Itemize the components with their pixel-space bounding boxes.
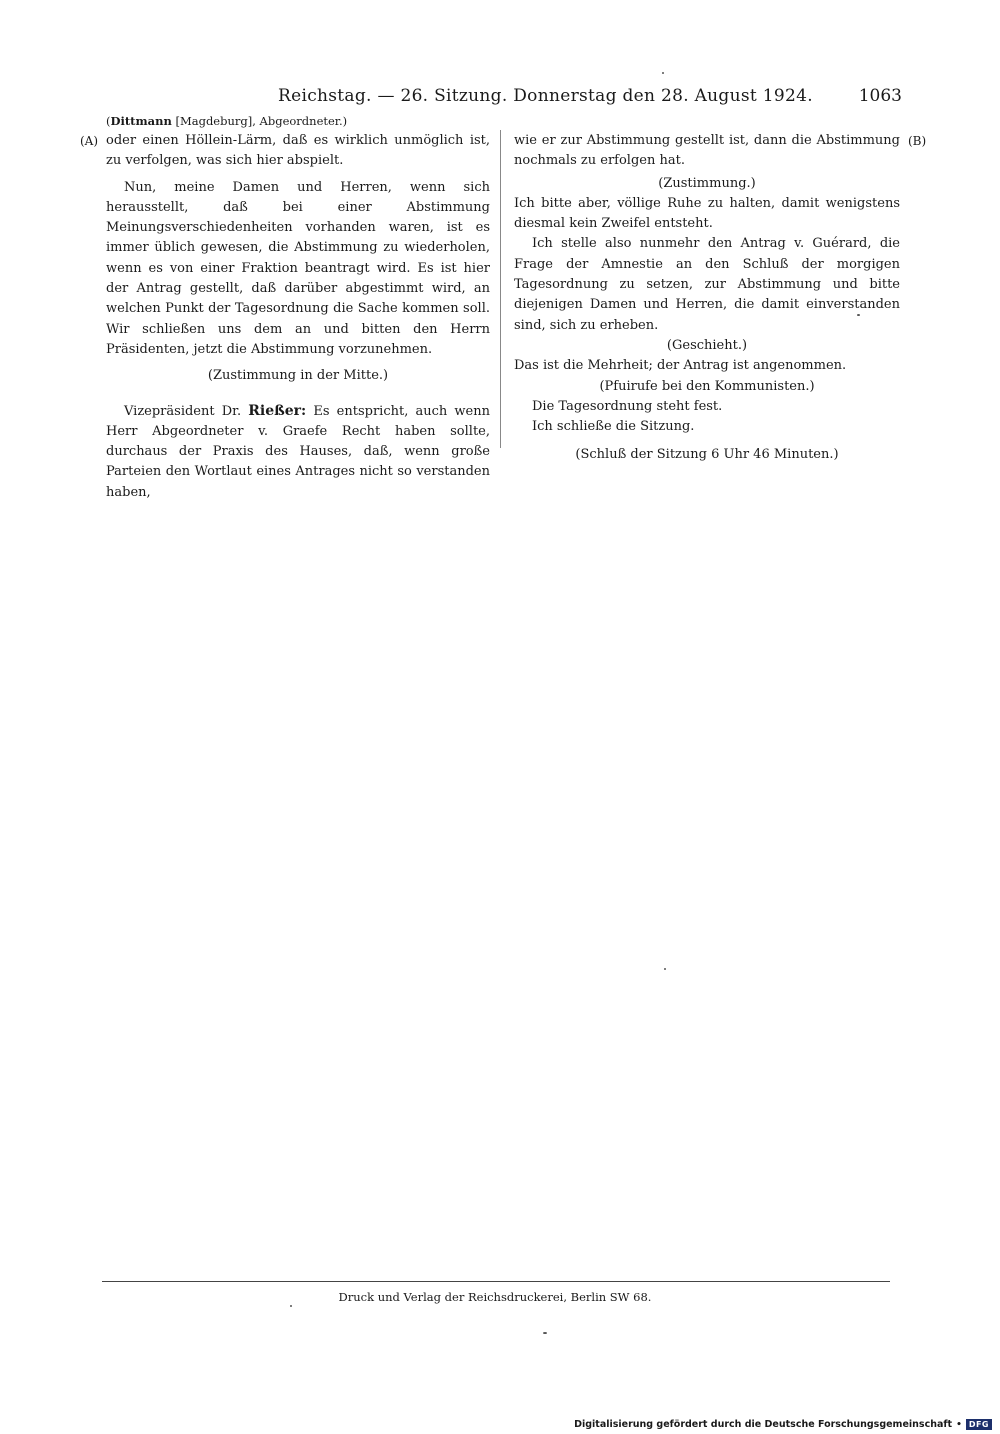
dfg-separator: • (956, 1419, 962, 1430)
print-speck (664, 968, 666, 970)
speaker-text: Es entspricht, auch wenn Herr Abgeordneter v. Graefe Recht haben sollte, durchaus der Praxis des Hauses, daß, wenn große Parteien den Wortlaut eines Antrages nicht so verstanden haben, (106, 403, 490, 500)
header-title: Reichstag. — 26. Sitzung. Donnerstag den 28. August 1924. (278, 86, 813, 106)
print-speck (662, 72, 664, 74)
right-column (514, 131, 900, 466)
left-paragraph-1: oder einen Höllein-Lärm, daß es wirklich unmöglich ist, zu verfolgen, was sich hier abspielt. (106, 133, 490, 169)
dfg-logo: DFG (966, 1419, 992, 1430)
dfg-funding-note (574, 1419, 992, 1430)
right-paragraph-4: Das ist die Mehrheit; der Antrag ist angenommen. (514, 358, 847, 374)
column-divider (500, 130, 501, 448)
running-head (106, 114, 347, 128)
speaker-prefix: Vizepräsident Dr. (124, 403, 242, 419)
left-reaction-1: (Zustimmung in der Mitte.) (207, 368, 389, 384)
right-reaction-3: (Pfuirufe bei den Kommunisten.) (599, 378, 815, 394)
print-speck (290, 1305, 292, 1307)
margin-mark-right: (B) (908, 134, 927, 148)
left-paragraph-3 (106, 401, 490, 503)
print-speck (857, 314, 860, 316)
right-reaction-1: (Zustimmung.) (658, 175, 756, 191)
right-paragraph-6: Ich schließe die Sitzung. (532, 419, 695, 435)
right-paragraph-2: Ich bitte aber, völlige Ruhe zu halten, damit wenigstens diesmal kein Zweifel entsteht. (514, 195, 900, 232)
left-paragraph-2: Nun, meine Damen und Herren, wenn sich herausstellt, daß bei einer Abstimmung Meinungsverschiedenheiten vorhanden waren, ist es immer üblich gewesen, die Abstimmung zu wiederholen, wenn es von einer Fraktion beantragt wird. Es ist hier der Antrag gestellt, daß darüber abgestimmt wird, an welchen Punkt der Tagesordnung die Sache kommen soll. Wir schließen uns dem an und bitten den Herrn Präsidenten, jetzt die Abstimmung vorzunehmen. (106, 179, 490, 357)
margin-mark-left: (A) (80, 134, 99, 148)
right-paragraph-1: wie er zur Abstimmung gestellt ist, dann die Abstimmung nochmals zu erfolgen hat. (514, 133, 900, 169)
right-closing: (Schluß der Sitzung 6 Uhr 46 Minuten.) (575, 447, 839, 463)
print-speck (543, 1332, 547, 1334)
speaker-name: Rießer: (248, 402, 307, 419)
page-header (100, 86, 902, 110)
running-head-open: ( (106, 114, 111, 128)
bottom-rule (102, 1281, 890, 1282)
running-head-detail: [Magdeburg], Abgeordneter.) (175, 114, 348, 128)
left-column (106, 131, 490, 503)
right-paragraph-3: Ich stelle also nunmehr den Antrag v. Guérard, die Frage der Amnestie an den Schluß der morgigen Tagesordnung zu setzen, zur Abstimmung und bitte diejenigen Damen und Herren, die damit einverstanden sind, sich zu erheben. (514, 236, 900, 333)
dfg-note-text: Digitalisierung gefördert durch die Deutsche Forschungsgemeinschaft (574, 1419, 953, 1430)
running-head-speaker: Dittmann (110, 114, 172, 128)
right-reaction-2: (Geschieht.) (666, 337, 748, 353)
right-paragraph-5: Die Tagesordnung steht fest. (532, 398, 723, 414)
page-number: 1063 (858, 86, 902, 106)
imprint-line: Druck und Verlag der Reichsdruckerei, Berlin SW 68. (338, 1290, 652, 1304)
